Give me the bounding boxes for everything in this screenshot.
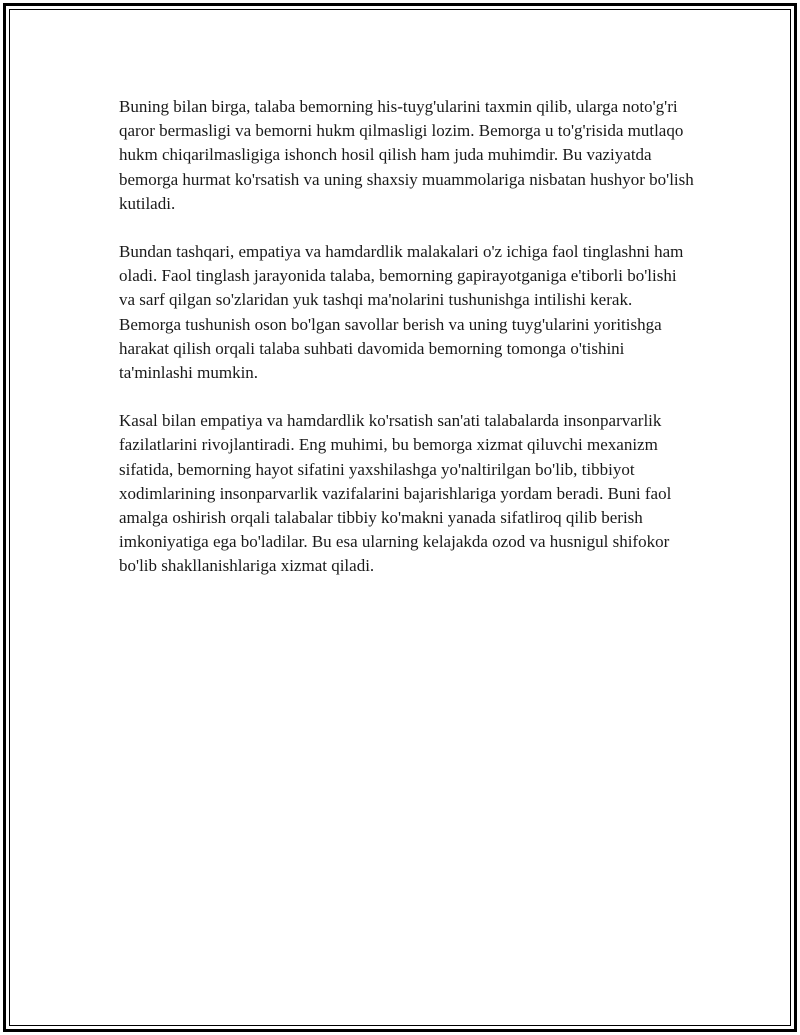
- paragraph-3: Kasal bilan empatiya va hamdardlik ko'rsatish san'ati talabalarda insonparvarlik fazilatlarini rivojlantiradi. Eng muhimi, bu bemorga xizmat qiluvchi mexanizm sifatida, bemorning hayot sifatini yaxshilashga yo'naltirilgan bo'lib, tibbiyot xodimlarining insonparvarlik vazifalarini bajarishlariga yordam beradi. Buni faol amalga oshirish orqali talabalar tibbiy ko'makni yanada sifatliroq qilib berish imkoniyatiga ega bo'ladilar. Bu esa ularning kelajakda ozod va husnigul shifokor bo'lib shakllanishlariga xizmat qiladi.: [119, 411, 672, 576]
- document-body: [119, 95, 694, 603]
- page-border: [3, 3, 797, 1032]
- paragraph-2: Bundan tashqari, empatiya va hamdardlik malakalari o'z ichiga faol tinglashni ham oladi. Faol tinglash jarayonida talaba, bemorning gapirayotganiga e'tiborli bo'lishi va sarf qilgan so'zlaridan yuk tashqi ma'nolarini tushunishga intilishi kerak. Bemorga tushunish oson bo'lgan savollar berish va uning tuyg'ularini yoritishga harakat qilish orqali talaba suhbati davomida bemorning tomonga o'tishini ta'minlashi mumkin.: [119, 242, 684, 383]
- paragraph-1: Buning bilan birga, talaba bemorning his-tuyg'ularini taxmin qilib, ularga noto'g'ri qaror bermasligi va bemorni hukm qilmasligi lozim. Bemorga u to'g'risida mutlaqo hukm chiqarilmasligiga ishonch hosil qilish ham juda muhimdir. Bu vaziyatda bemorga hurmat ko'rsatish va uning shaxsiy muammolariga nisbatan hushyor bo'lish kutiladi.: [119, 97, 694, 213]
